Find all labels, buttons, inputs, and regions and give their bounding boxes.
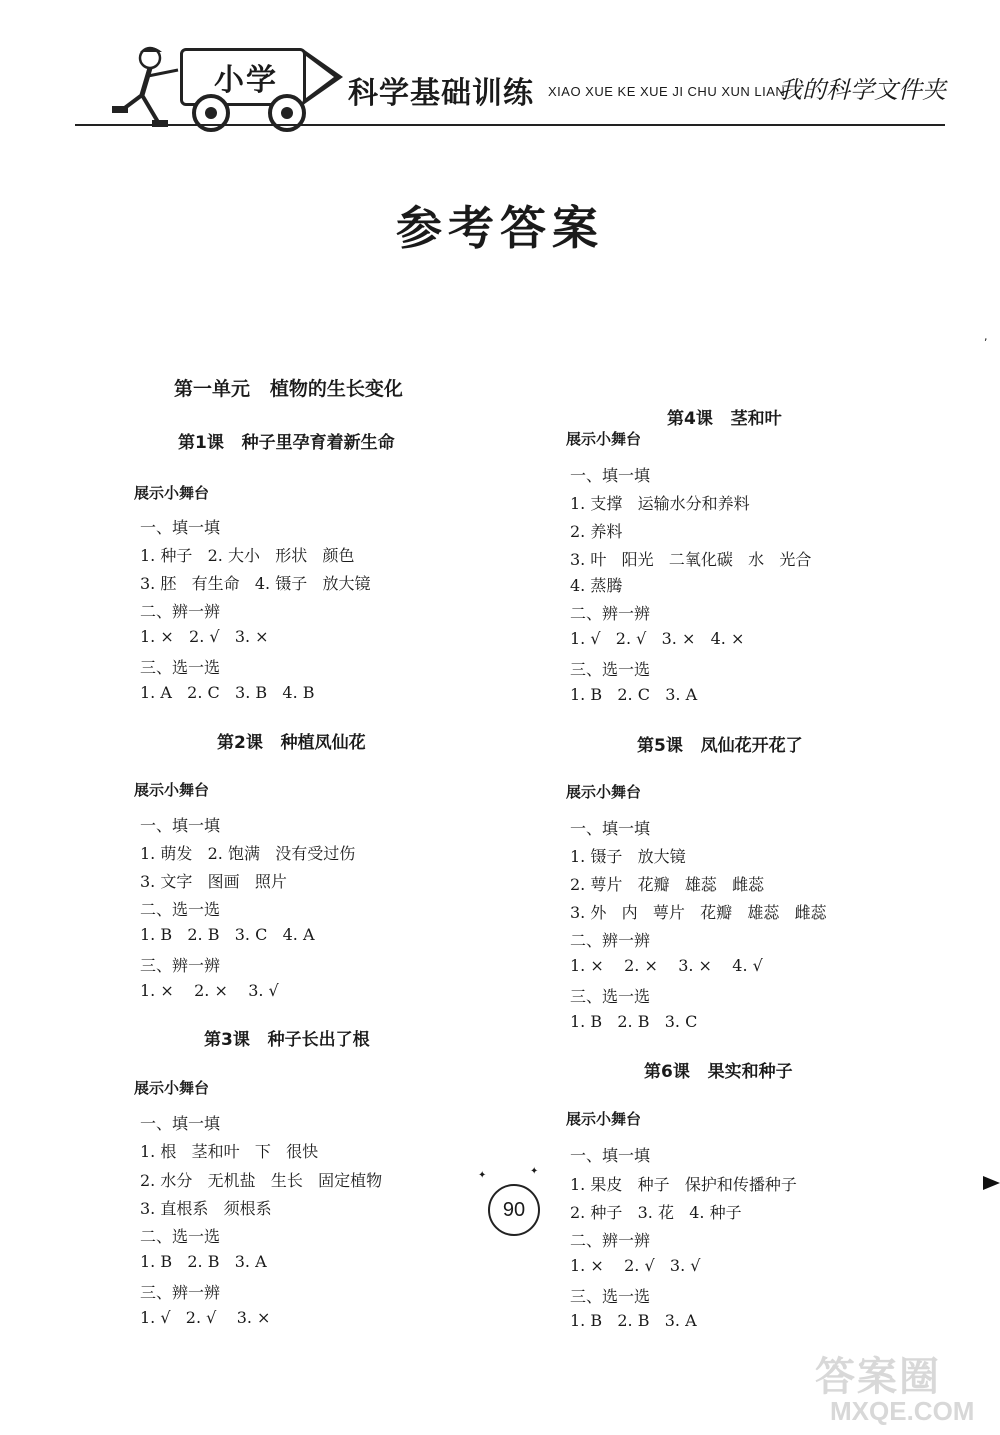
answer-line: 1. B 2. B 3. C bbox=[570, 1012, 698, 1031]
header-divider bbox=[75, 124, 945, 126]
lesson-6-title: 第6课 果实和种子 bbox=[644, 1062, 793, 1082]
pencil-tip-inner-shape bbox=[306, 56, 334, 98]
series-pinyin: XIAO XUE KE XUE JI CHU XUN LIAN bbox=[548, 84, 786, 99]
answer-line: 1. × 2. √ 3. √ bbox=[570, 1256, 701, 1275]
header-banner bbox=[0, 0, 1000, 140]
answer-line: 一、填一填 bbox=[570, 1146, 651, 1165]
wheel-right bbox=[268, 94, 306, 132]
answer-line: 1. × 2. × 3. × 4. √ bbox=[570, 956, 763, 975]
answer-line: 三、选一选 bbox=[570, 987, 651, 1006]
answer-line: 1. A 2. C 3. B 4. B bbox=[140, 683, 315, 702]
answer-line: 三、辨一辨 bbox=[140, 956, 221, 975]
answer-line: 1. B 2. B 3. A bbox=[570, 1311, 697, 1330]
answer-line: 二、选一选 bbox=[140, 900, 221, 919]
lesson-1-title: 第1课 种子里孕育着新生命 bbox=[178, 433, 395, 453]
answer-line: 三、选一选 bbox=[570, 660, 651, 679]
answer-line: 二、选一选 bbox=[140, 1227, 221, 1246]
answer-line: 三、选一选 bbox=[140, 658, 221, 677]
lesson-4-stage: 展示小舞台 bbox=[566, 430, 642, 448]
answer-line: 3. 外 内 萼片 花瓣 雄蕊 雌蕊 bbox=[570, 903, 827, 922]
watermark-url: MXQE.COM bbox=[830, 1396, 975, 1426]
answer-line: 三、辨一辨 bbox=[140, 1283, 221, 1302]
answer-line: 1. 果皮 种子 保护和传播种子 bbox=[570, 1175, 797, 1194]
lesson-5-title: 第5课 凤仙花开花了 bbox=[637, 736, 803, 756]
answer-line: 3. 胚 有生命 4. 镊子 放大镜 bbox=[140, 574, 371, 593]
page-number: 90 bbox=[488, 1184, 540, 1236]
answer-line: 三、选一选 bbox=[570, 1287, 651, 1306]
answer-line: 二、辨一辨 bbox=[570, 1231, 651, 1250]
lesson-6-stage: 展示小舞台 bbox=[566, 1110, 642, 1128]
wheel-left bbox=[192, 94, 230, 132]
answer-line: 一、填一填 bbox=[570, 466, 651, 485]
answer-line: 1. B 2. B 3. A bbox=[140, 1252, 267, 1271]
answer-line: 一、填一填 bbox=[140, 1114, 221, 1133]
lesson-2-title: 第2课 种植凤仙花 bbox=[217, 733, 366, 753]
page-edge-arrow-icon bbox=[983, 1176, 1000, 1190]
lesson-1-stage: 展示小舞台 bbox=[134, 484, 210, 502]
lesson-4-title: 第4课 茎和叶 bbox=[667, 409, 782, 429]
folder-text: 我的科学文件夹 bbox=[778, 76, 946, 104]
answer-line: 1. 萌发 2. 饱满 没有受过伤 bbox=[140, 844, 356, 863]
answer-line: 1. √ 2. √ 3. × 4. × bbox=[570, 629, 745, 648]
answer-line: 二、辨一辨 bbox=[570, 931, 651, 950]
answer-line: 一、填一填 bbox=[570, 819, 651, 838]
page-title: 参考答案 bbox=[396, 201, 604, 255]
lesson-3-title: 第3课 种子长出了根 bbox=[204, 1030, 370, 1050]
answer-line: 1. 种子 2. 大小 形状 颜色 bbox=[140, 546, 355, 565]
series-title: 科学基础训练 bbox=[348, 76, 534, 111]
answer-line: 2. 水分 无机盐 生长 固定植物 bbox=[140, 1171, 383, 1190]
answer-line: 4. 蒸腾 bbox=[570, 576, 623, 595]
stray-mark: , bbox=[984, 330, 988, 343]
answer-line: 2. 种子 3. 花 4. 种子 bbox=[570, 1203, 742, 1222]
lesson-3-stage: 展示小舞台 bbox=[134, 1079, 210, 1097]
header-badge-text: 小学 bbox=[214, 63, 278, 98]
answer-line: 1. 根 茎和叶 下 很快 bbox=[140, 1142, 319, 1161]
answer-line: 3. 直根系 须根系 bbox=[140, 1199, 272, 1218]
answer-line: 一、填一填 bbox=[140, 816, 221, 835]
answer-line: 1. × 2. × 3. √ bbox=[140, 981, 279, 1000]
answer-line: 2. 养料 bbox=[570, 522, 623, 541]
sparkle-icon: ✦ bbox=[530, 1166, 539, 1177]
unit-title: 第一单元 植物的生长变化 bbox=[174, 378, 403, 400]
answer-line: 1. 支撑 运输水分和养料 bbox=[570, 494, 750, 513]
answer-line: 2. 萼片 花瓣 雄蕊 雌蕊 bbox=[570, 875, 765, 894]
answer-line: 1. √ 2. √ 3. × bbox=[140, 1308, 271, 1327]
lesson-2-stage: 展示小舞台 bbox=[134, 781, 210, 799]
answer-line: 1. × 2. √ 3. × bbox=[140, 627, 269, 646]
lesson-5-stage: 展示小舞台 bbox=[566, 783, 642, 801]
answer-line: 3. 叶 阳光 二氧化碳 水 光合 bbox=[570, 550, 812, 569]
answer-line: 3. 文字 图画 照片 bbox=[140, 872, 287, 891]
answer-line: 1. B 2. C 3. A bbox=[570, 685, 698, 704]
answer-line: 一、填一填 bbox=[140, 518, 221, 537]
watermark-logo: 答案圈 bbox=[815, 1354, 941, 1400]
answer-line: 1. 镊子 放大镜 bbox=[570, 847, 686, 866]
answer-line: 二、辨一辨 bbox=[570, 604, 651, 623]
answer-line: 1. B 2. B 3. C 4. A bbox=[140, 925, 315, 944]
answer-line: 二、辨一辨 bbox=[140, 602, 221, 621]
boy-illustration bbox=[110, 40, 185, 130]
sparkle-icon: ✦ bbox=[478, 1170, 487, 1181]
